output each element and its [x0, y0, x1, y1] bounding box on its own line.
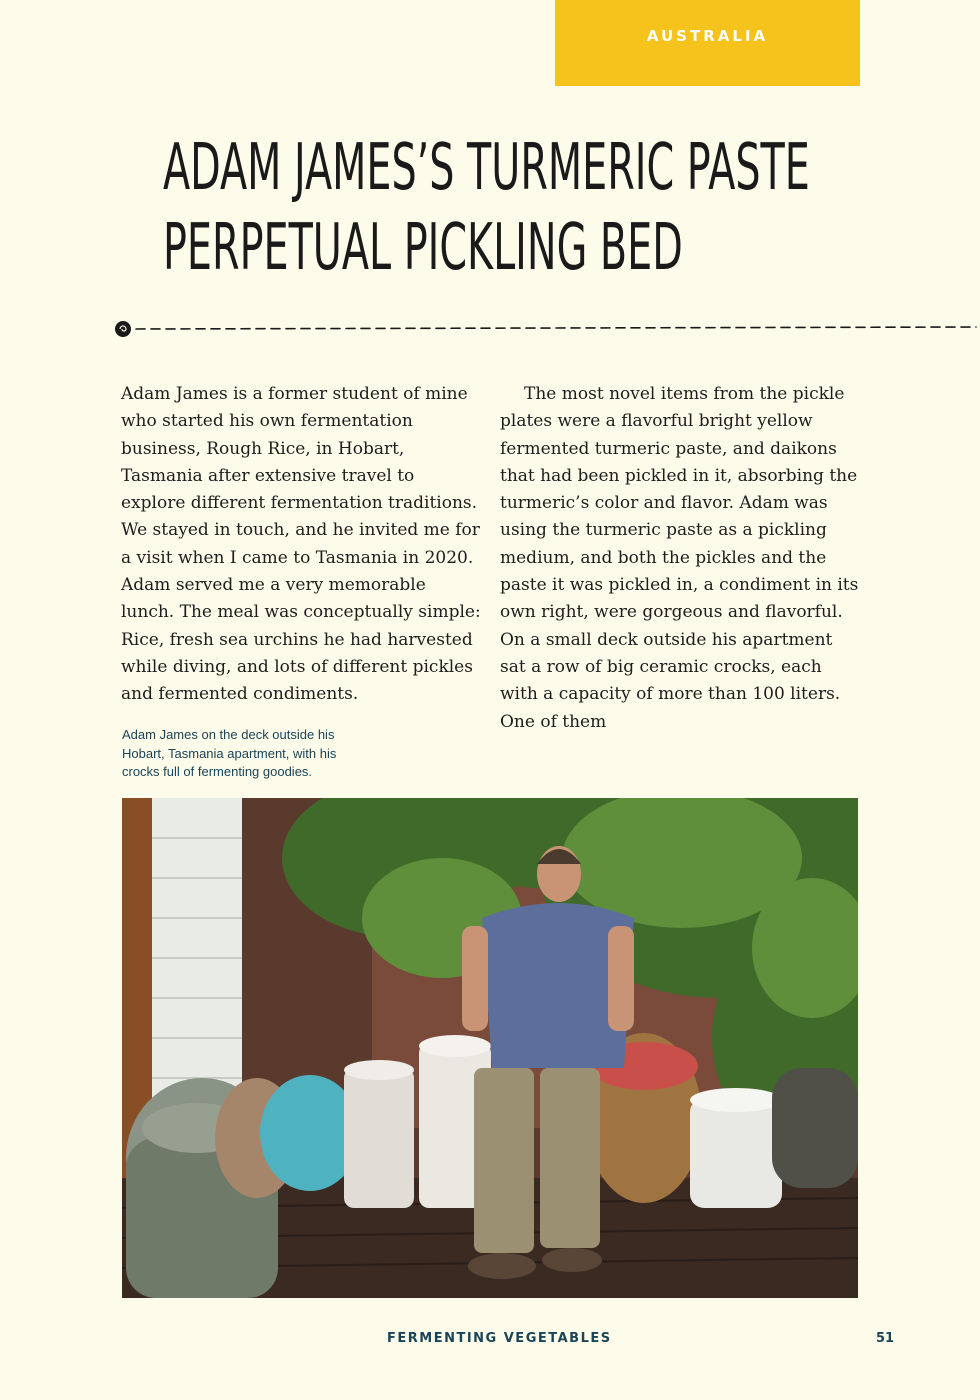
body-column-right	[500, 381, 860, 736]
body-paragraph-right: The most novel items from the pickle plates were a flavorful bright yellow fermented turmeric paste, and daikons that had been pickled in it, absorbing the turmeric’s color and flavor. Adam was using the turmeric paste as a pickling medium, and both the pickles and the paste it was pickled in, a condiment in its own right, were gorgeous and flavorful. On a small deck outside his apartment sat a row of big ceramic crocks, each with a capacity of more than 100 liters. One of them	[500, 384, 859, 732]
footer-book-title: FERMENTING VEGETABLES	[387, 1331, 612, 1346]
section-tab	[555, 0, 860, 86]
page-title-line-1: ADAM JAMES’S TURMERIC PASTE	[163, 131, 810, 205]
body-column-left	[121, 381, 481, 709]
photo-caption: Adam James on the deck outside his Hobart, Tasmania apartment, with his crocks full of fermenting goodies.	[122, 727, 337, 779]
spiral-dot-icon	[115, 321, 131, 337]
section-tab-label: AUSTRALIA	[646, 27, 769, 45]
page-title-line-2: PERPETUAL PICKLING BED	[163, 211, 683, 285]
photo-adam-james-crocks	[122, 798, 858, 1298]
page-number: 51	[876, 1331, 895, 1346]
page-title	[163, 128, 810, 288]
title-divider	[112, 315, 978, 345]
body-paragraph-left: Adam James is a former student of mine who started his own fermentation business, Rough Rice, in Hobart, Tasmania after extensive travel to explore different fermentation traditions. We stayed in touch, and he invited me for a visit when I came to Tasmania in 2020. Adam served me a very memorable lunch. The meal was conceptually simple: Rice, fresh sea urchins he had harvested while diving, and lots of different pickles and fermented condiments.	[121, 384, 481, 705]
